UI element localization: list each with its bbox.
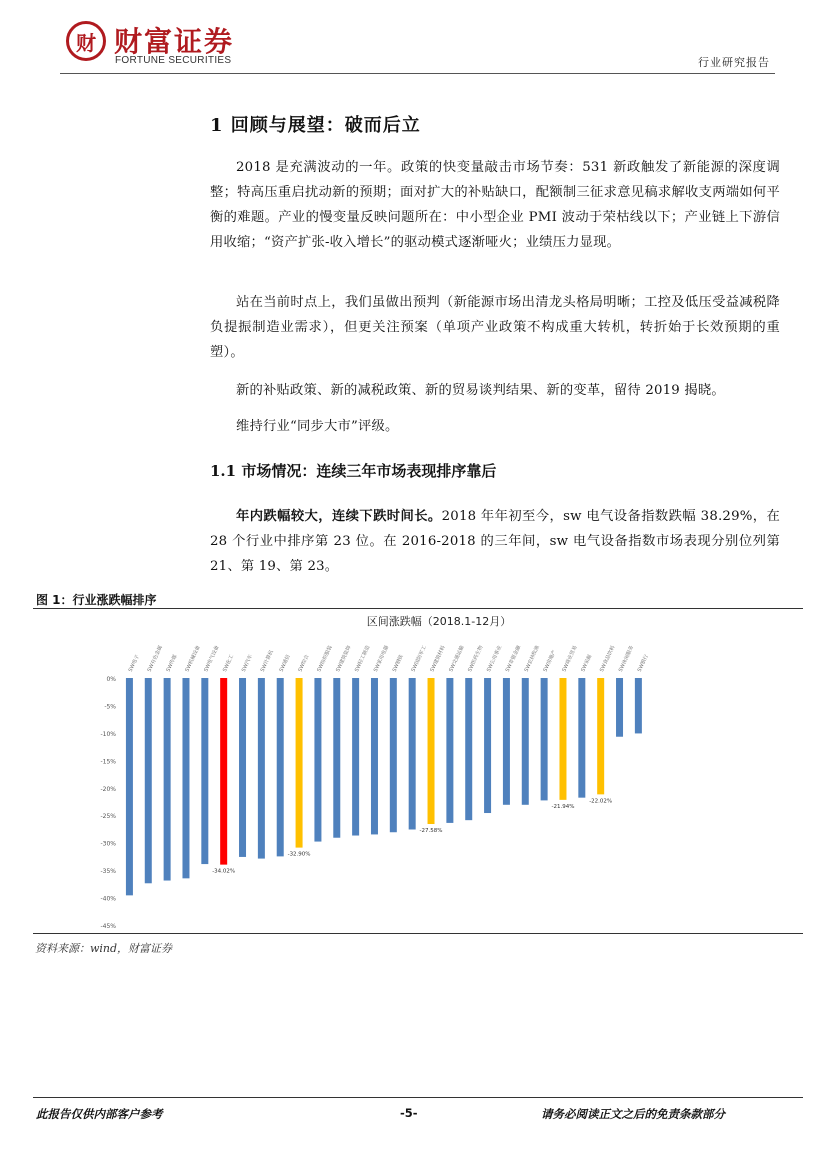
y-tick-label: 0% [106,676,116,683]
footer-disclaimer-right: 请务必阅读正文之后的免责条款部分 [541,1107,725,1121]
x-category-label: SW家用电器 [372,644,391,673]
y-tick-label: -35% [100,868,116,876]
page-number: -5- [400,1106,418,1120]
chart-bar [484,678,491,813]
chart-bar [559,678,566,800]
paragraph-lead: 年内跌幅较大，连续下跌时间长。 [236,509,442,524]
bar-data-label: -34.02% [212,868,236,875]
figure-caption: 图 1：行业涨跌幅排序 [36,593,157,607]
x-category-label: SW电子 [127,653,141,673]
chart-bar [541,678,548,800]
chart-bar [220,678,227,865]
header-divider [60,73,775,74]
chart-bar [145,678,152,883]
report-type: 行业研究报告 [698,56,770,69]
chart-bar [390,678,397,832]
paragraph-body: 2018 年年初至今，sw 电气设备指数跌幅 38.29%，在 28 个行业中排序第 23 位。在 2016-2018 的三年间，sw 电气设备指数市场表现分别位列第 21、第 19、第 23。 [210,509,780,574]
x-category-label: SW轻工制造 [353,644,372,673]
chart-bar [522,678,529,805]
y-tick-label: -20% [100,785,116,793]
y-tick-label: -40% [100,895,116,903]
chart-title: 区间涨跌幅（2018.1-12月） [366,615,512,628]
footer-divider [33,1097,803,1098]
chart-bar [352,678,359,836]
bar-data-label: -21.94% [551,803,575,810]
chart-bar [258,678,265,859]
paragraph: 维持行业“同步大市”评级。 [236,419,399,434]
x-category-label: SW房地产 [542,649,558,673]
chart-bar [314,678,321,842]
chart-bar [296,678,303,848]
brand-name-cn: 财富证券 [114,25,235,58]
brand-logo-mark: 财 [66,21,106,61]
figure-source: 资料来源：wind，财富证券 [35,942,173,955]
x-category-label: SW传媒 [165,653,179,673]
x-category-label: SW农林牧渔 [523,644,541,673]
chart-bar [371,678,378,834]
bar-data-label: -22.02% [589,798,613,805]
paragraph [210,504,780,579]
x-category-label: SW钢铁 [391,653,405,673]
x-category-label: SW纺织服装 [316,644,334,673]
x-category-label: SW商业贸易 [561,644,579,673]
brand-name-en: FORTUNE SECURITIES [115,55,232,66]
y-tick-label: -25% [100,813,116,821]
x-category-label: SW非银金融 [504,644,523,673]
y-tick-label: -10% [100,730,116,738]
x-category-label: SW医药生物 [467,644,485,673]
chart-bar [597,678,604,794]
y-tick-label: -15% [100,758,116,766]
x-category-label: SW机械设备 [184,644,202,673]
chart-bar [616,678,623,737]
chart-bar [182,678,189,878]
x-category-label: SW化工 [222,653,236,673]
figure-top-rule [33,608,803,609]
chart-bar [465,678,472,820]
x-category-label: SW有色金属 [146,644,164,673]
y-tick-label: -30% [100,840,116,848]
x-category-label: SW采掘 [580,653,594,673]
x-category-label: SW建筑装饰 [335,644,353,673]
chart-bar [409,678,416,829]
footer-disclaimer-left: 此报告仅供内部客户参考 [36,1107,163,1121]
x-category-label: SW交通运输 [448,644,466,673]
chart-bar [164,678,171,881]
y-tick-label: -45% [100,923,116,930]
figure-bottom-rule [33,933,803,934]
x-category-label: SW建筑材料 [429,644,447,673]
chart-bar [578,678,585,798]
chart-bar [428,678,435,824]
chart-bar [635,678,642,733]
paragraph: 2018 是充满波动的一年。政策的快变量敲击市场节奏：531 新政触发了新能源的深度调整；特高压重启扰动新的预期；面对扩大的补贴缺口，配额制三征求意见稿求解收支两端如何平衡的难题。产业的慢变量反映问题所在：中小型企业 PMI 波动于荣枯线以下；产业链上下游信用收缩；“资产扩张-收入增长”的驱动模式逐渐哑火；业绩压力显现。 [210,160,780,250]
chart-bar [126,678,133,895]
y-tick-label: -5% [104,703,116,711]
x-category-label: SW电气设备 [203,644,221,673]
chart-bar [503,678,510,805]
chart-bar [239,678,246,857]
x-category-label: SW综合 [297,653,311,673]
x-category-label: SW银行 [636,653,650,673]
chart-bar [446,678,453,823]
x-category-label: SW国防军工 [410,644,428,673]
x-category-label: SW通信 [278,653,292,673]
chart-bar [201,678,208,864]
x-category-label: SW公用事业 [485,644,504,673]
paragraph: 新的补贴政策、新的减税政策、新的贸易谈判结果、新的变革，留待 2019 揭晓。 [236,383,725,398]
x-category-label: SW休闲服务 [617,644,636,673]
subsection-title: 1.1 市场情况：连续三年市场表现排序靠后 [210,462,497,480]
bar-data-label: -27.58% [419,828,443,835]
section-title: 1 回顾与展望：破而后立 [210,115,421,136]
bar-data-label: -32.90% [287,851,311,858]
x-category-label: SW汽车 [240,653,254,673]
bar-chart [80,610,800,932]
x-category-label: SW计算机 [259,649,275,673]
chart-bar [333,678,340,838]
x-category-label: SW食品饮料 [599,644,617,673]
paragraph: 站在当前时点上，我们虽做出预判（新能源市场出清龙头格局明晰；工控及低压受益减税降负提振制造业需求），但更关注预案（单项产业政策不构成重大转机，转折始于长效预期的重塑）。 [210,295,780,360]
chart-bar [277,678,284,856]
